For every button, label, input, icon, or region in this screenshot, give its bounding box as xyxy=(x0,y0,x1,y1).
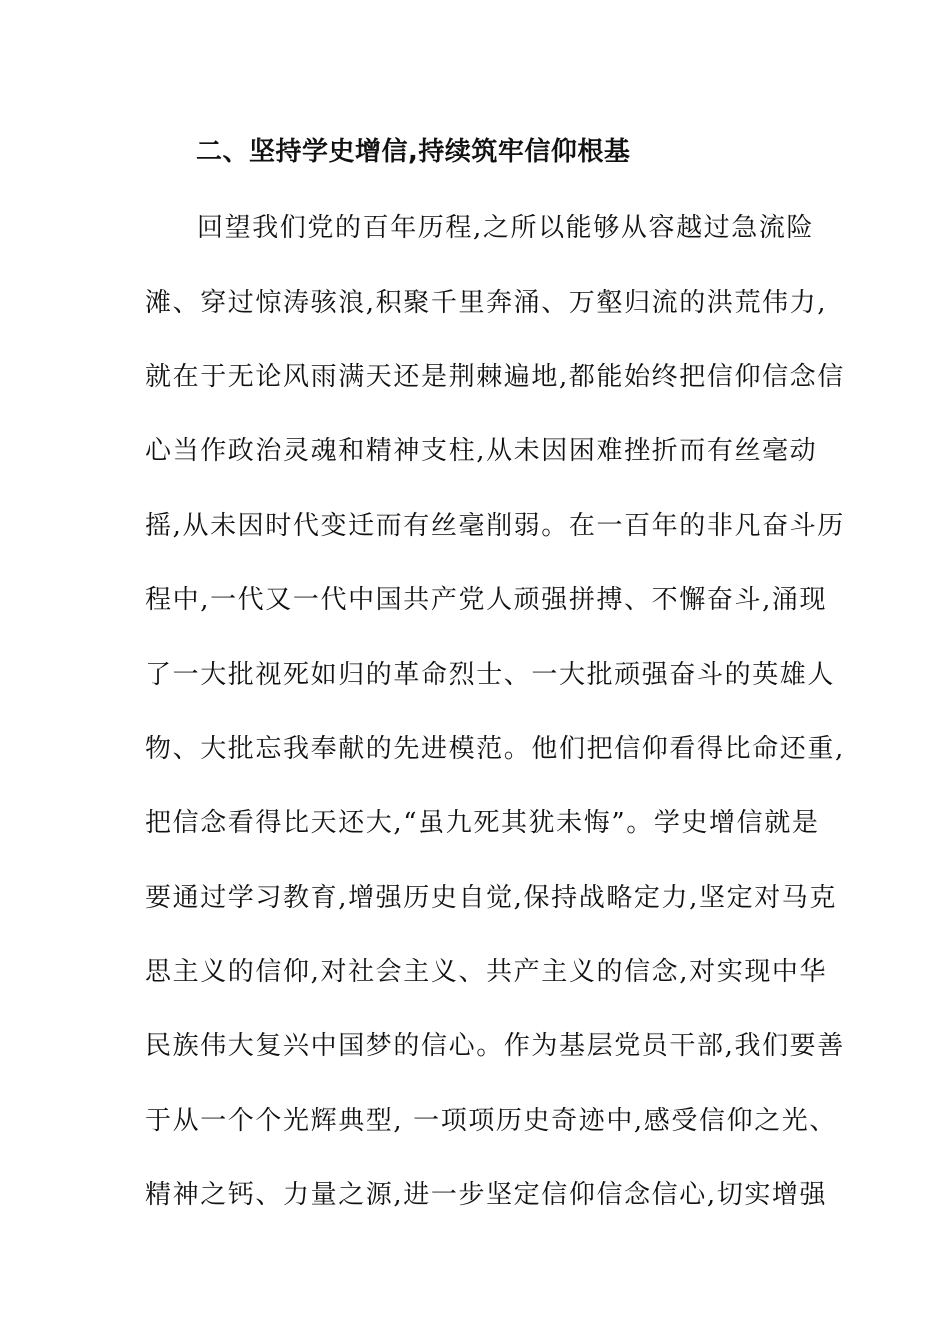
text-line: 摇,从未因时代变迁而有丝毫削弱。在一百年的非凡奋斗历 xyxy=(145,511,845,541)
text-line: 就在于无论风雨满天还是荆棘遍地,都能始终把信仰信念信 xyxy=(145,362,845,392)
text-line: 滩、穿过惊涛骇浪,积聚千里奔涌、万壑归流的洪荒伟力, xyxy=(145,288,828,318)
text-line: 精神之钙、力量之源,进一步坚定信仰信念信心,切实增强 xyxy=(145,1180,828,1210)
text-line: 民族伟大复兴中国梦的信心。作为基层党员干部,我们要善 xyxy=(145,1031,845,1061)
text-line: 回望我们党的百年历程,之所以能够从容越过急流险 xyxy=(197,213,815,243)
text-line: 心当作政治灵魂和精神支柱,从未因困难挫折而有丝毫动 xyxy=(145,436,818,466)
text-line: 物、大批忘我奉献的先进模范。他们把信仰看得比命还重, xyxy=(145,734,845,764)
text-line: 把信念看得比天还大,“虽九死其犹未悔”。学史增信就是 xyxy=(145,808,820,838)
text-line: 于从一个个光辉典型, 一项项历史奇迹中,感受信仰之光、 xyxy=(145,1106,837,1136)
text-line: 程中,一代又一代中国共产党人顽强拼搏、不懈奋斗,涌现 xyxy=(145,585,828,615)
text-line: 思主义的信仰,对社会主义、共产主义的信念,对实现中华 xyxy=(145,957,828,987)
text-line: 要通过学习教育,增强历史自觉,保持战略定力,坚定对马克 xyxy=(145,883,837,913)
text-line: 了一大批视死如归的革命烈士、一大批顽强奋斗的英雄人 xyxy=(145,660,836,690)
section-heading: 二、坚持学史增信,持续筑牢信仰根基 xyxy=(196,137,631,167)
